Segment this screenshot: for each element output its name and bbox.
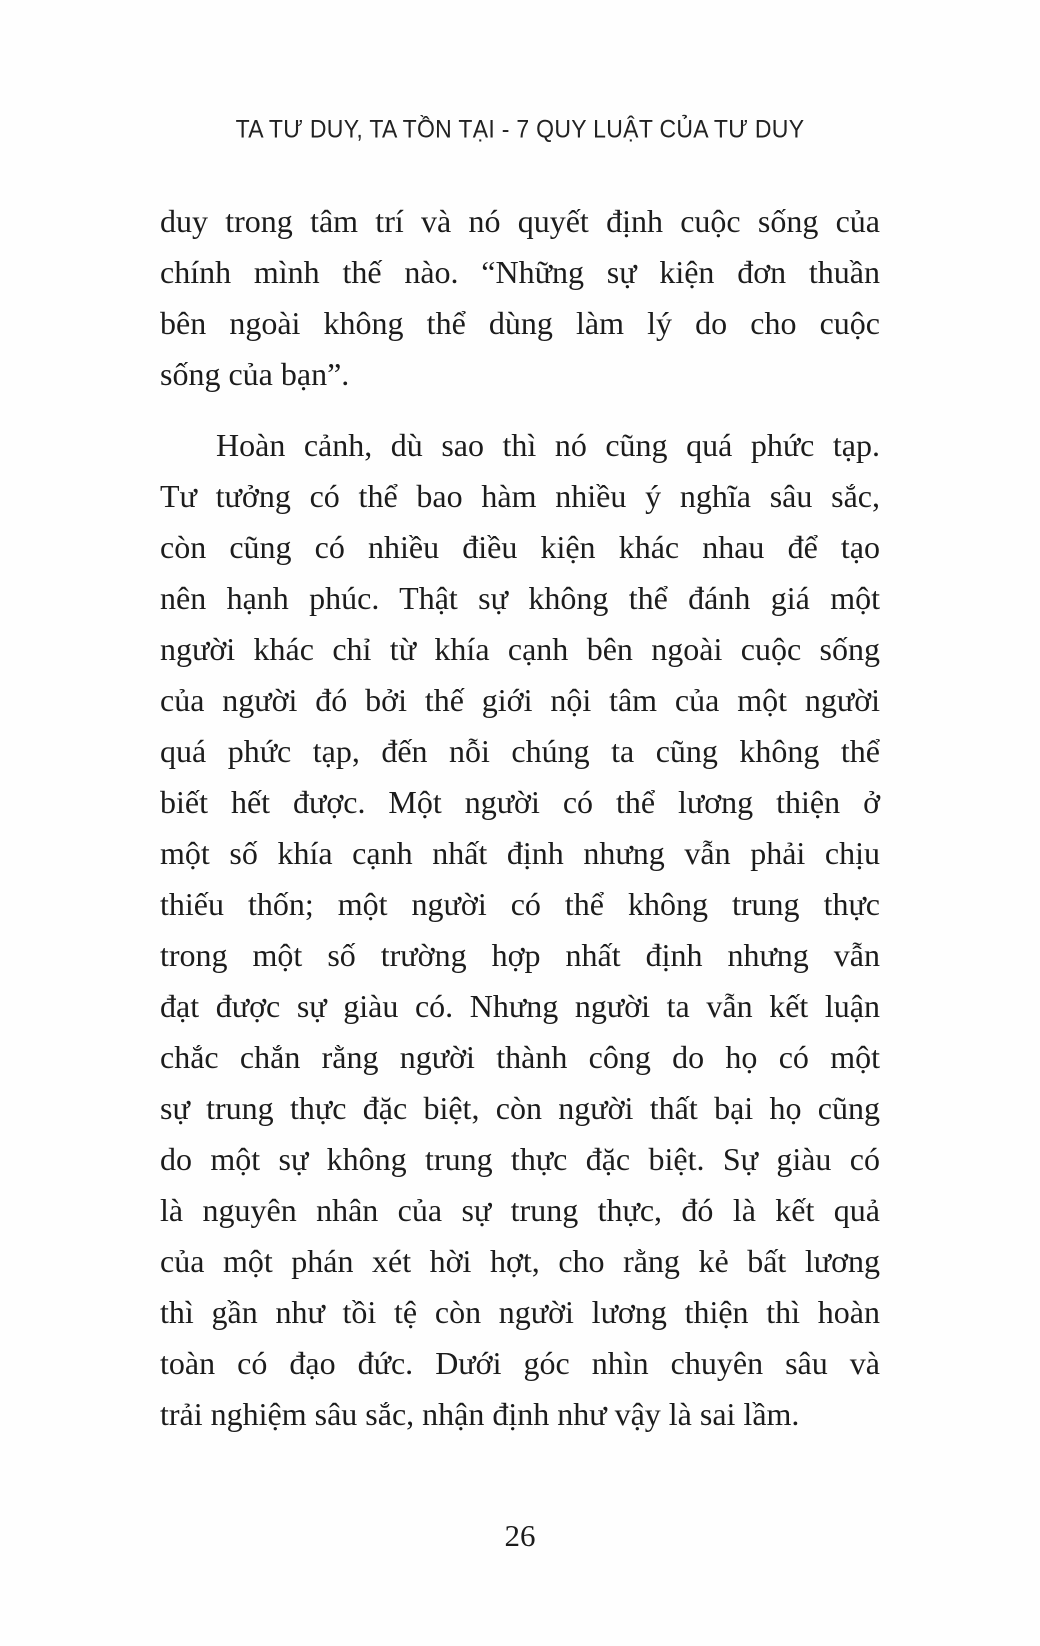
text-line: thiếu thốn; một người có thể không trung thực — [160, 886, 880, 922]
text-line: nên hạnh phúc. Thật sự không thể đánh giá một — [160, 580, 880, 616]
text-line: của người đó bởi thế giới nội tâm của một người — [160, 682, 880, 718]
text-line: chính mình thế nào. “Những sự kiện đơn thuần — [160, 254, 880, 290]
text-line: bên ngoài không thể dùng làm lý do cho cuộc — [160, 305, 880, 341]
text-line: biết hết được. Một người có thể lương thiện ở — [160, 784, 880, 820]
page-number: 26 — [504, 1518, 536, 1553]
text-line: là nguyên nhân của sự trung thực, đó là kết quả — [160, 1192, 880, 1228]
text-line: sự trung thực đặc biệt, còn người thất bại họ cũng — [160, 1090, 880, 1126]
text-line: Tư tưởng có thể bao hàm nhiều ý nghĩa sâu sắc, — [160, 478, 880, 514]
running-header: TA TƯ DUY, TA TỒN TẠI - 7 QUY LUẬT CỦA TƯ DUY — [235, 114, 805, 143]
text-line: toàn có đạo đức. Dưới góc nhìn chuyên sâu và — [160, 1345, 880, 1381]
text-line: người khác chỉ từ khía cạnh bên ngoài cuộc sống — [160, 631, 880, 667]
paragraph — [160, 420, 880, 1440]
text-line: chắc chắn rằng người thành công do họ có một — [160, 1039, 880, 1075]
text-line: đạt được sự giàu có. Nhưng người ta vẫn kết luận — [160, 988, 880, 1024]
text-line: thì gần như tồi tệ còn người lương thiện thì hoàn — [160, 1294, 880, 1330]
text-line: do một sự không trung thực đặc biệt. Sự giàu có — [160, 1141, 880, 1177]
text-line: trải nghiệm sâu sắc, nhận định như vậy là sai lầm. — [160, 1396, 800, 1432]
text-line: một số khía cạnh nhất định nhưng vẫn phải chịu — [160, 835, 880, 871]
text-line: duy trong tâm trí và nó quyết định cuộc sống của — [160, 203, 880, 239]
text-line: Hoàn cảnh, dù sao thì nó cũng quá phức tạp. — [216, 427, 880, 463]
text-line: còn cũng có nhiều điều kiện khác nhau để tạo — [160, 529, 880, 565]
text-line: của một phán xét hời hợt, cho rằng kẻ bất lương — [160, 1243, 880, 1279]
body-text — [160, 196, 880, 1440]
text-line: sống của bạn”. — [160, 356, 350, 392]
text-line: quá phức tạp, đến nỗi chúng ta cũng không thể — [160, 733, 880, 769]
text-line: trong một số trường hợp nhất định nhưng vẫn — [160, 937, 880, 973]
paragraph — [160, 196, 880, 400]
